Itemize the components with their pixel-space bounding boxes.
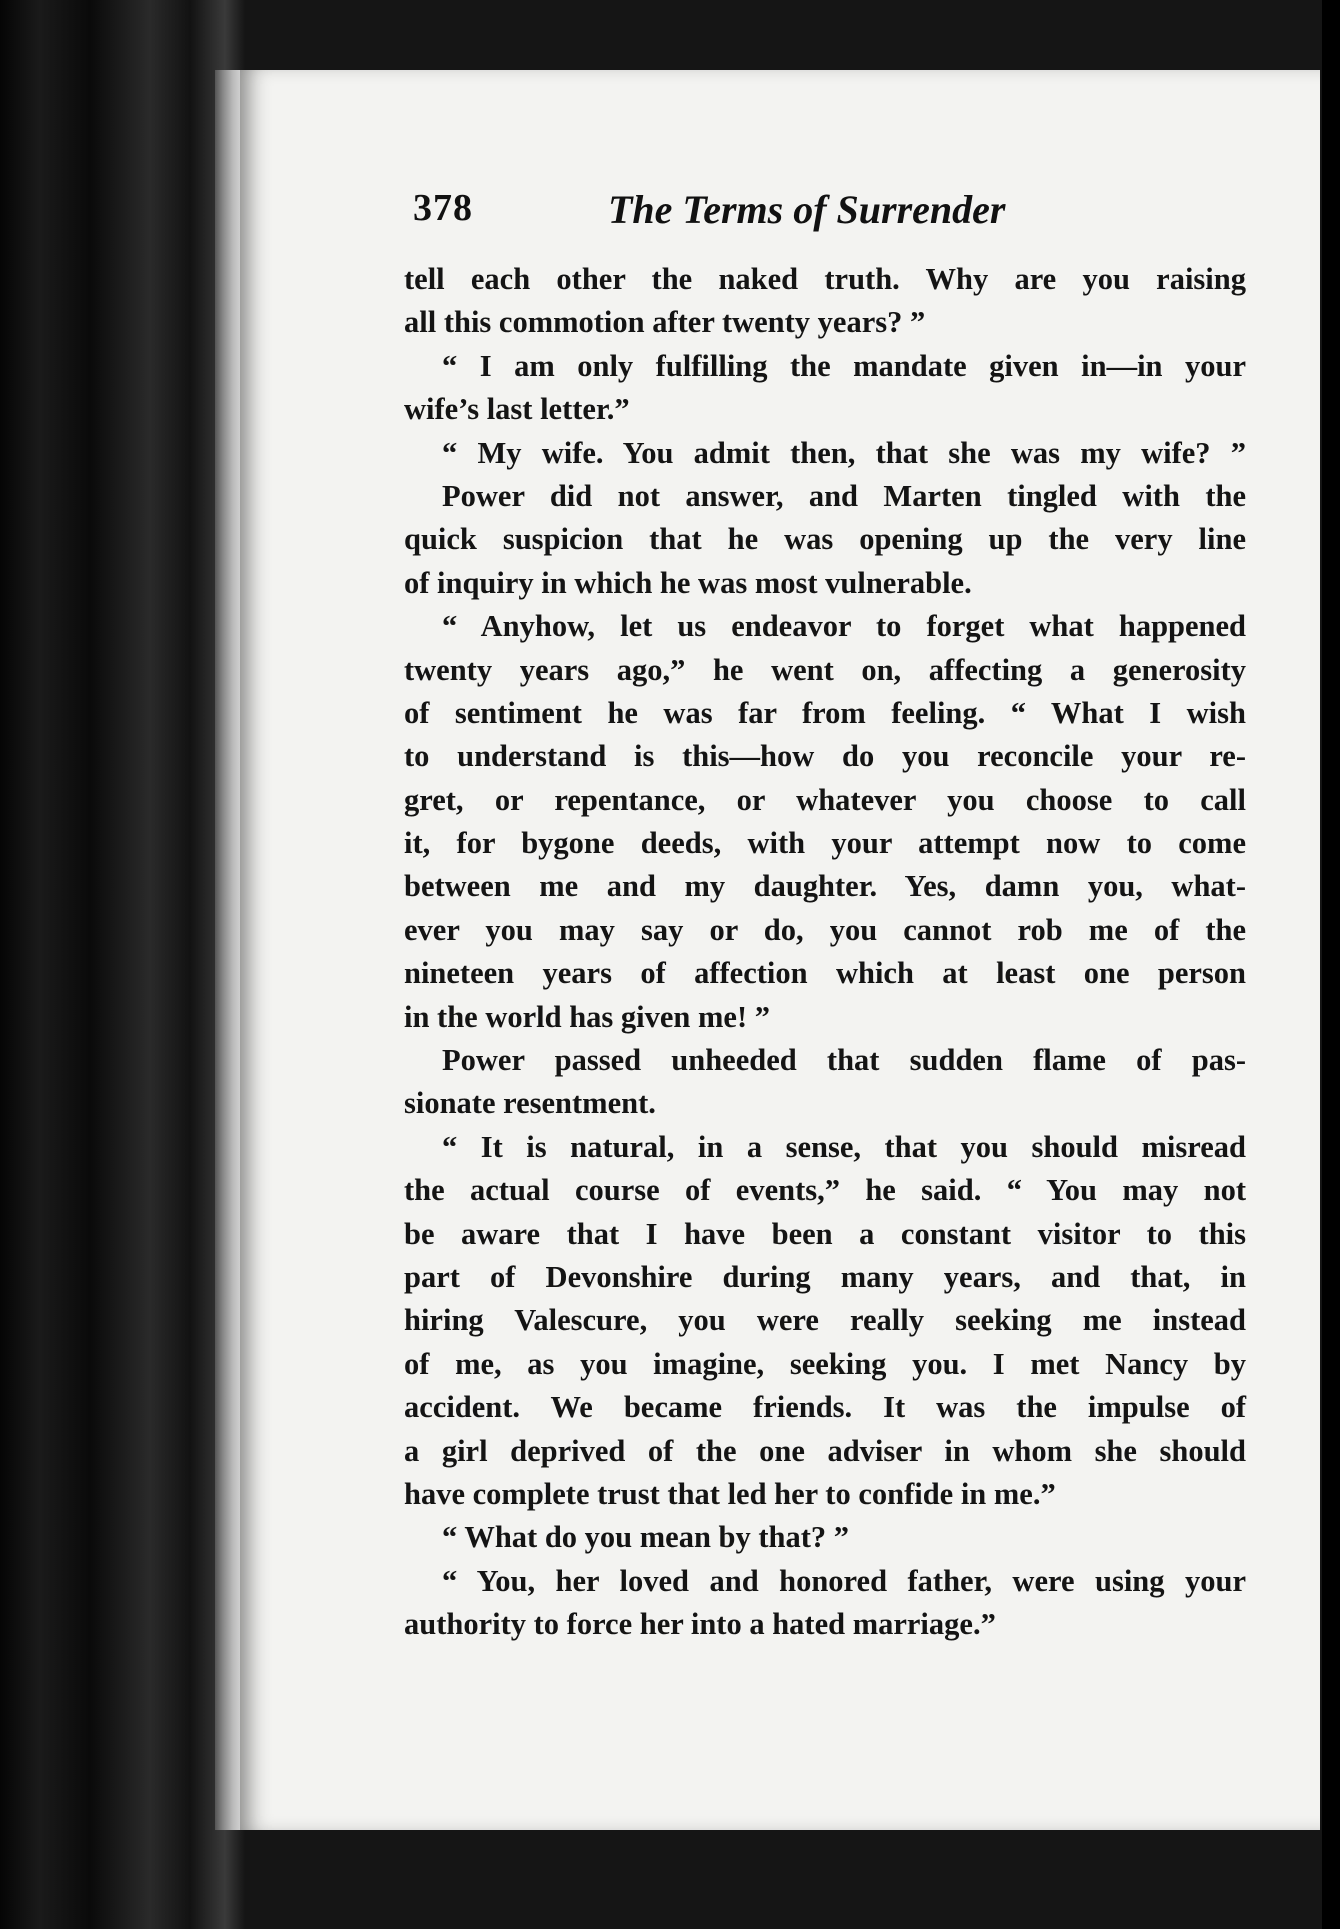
text-line: part of Devonshire during many years, and that, in: [404, 1259, 1246, 1294]
text-line: “ Anyhow, let us endeavor to forget what happened: [442, 609, 1246, 644]
text-line: of inquiry in which he was most vulnerable.: [404, 565, 972, 600]
text-line: “ My wife. You admit then, that she was my wife? ”: [442, 435, 1246, 470]
page-number: 378: [413, 187, 473, 229]
text-line: “ I am only fulfilling the mandate given in—in your: [442, 348, 1246, 383]
text-line: in the world has given me! ”: [404, 999, 770, 1034]
text-line: twenty years ago,” he went on, affecting a generosity: [404, 652, 1246, 687]
text-line: be aware that I have been a constant visitor to this: [404, 1216, 1246, 1251]
text-line: it, for bygone deeds, with your attempt now to come: [404, 826, 1246, 861]
text-line: to understand is this—how do you reconcile your re-: [404, 739, 1246, 774]
body-text: [404, 258, 1246, 1647]
text-line: gret, or repentance, or whatever you choose to call: [404, 782, 1246, 817]
text-line: “ You, her loved and honored father, were using your: [442, 1563, 1246, 1598]
text-line: wife’s last letter.”: [404, 392, 630, 427]
text-line: “ It is natural, in a sense, that you should misread: [442, 1129, 1246, 1164]
text-line: tell each other the naked truth. Why are you raising: [404, 262, 1246, 296]
text-line: Power passed unheeded that sudden flame of pas-: [442, 1043, 1246, 1078]
scan-right-border: [1322, 0, 1340, 1929]
running-title: The Terms of Surrender: [608, 187, 1006, 232]
text-line: accident. We became friends. It was the impulse of: [404, 1390, 1246, 1425]
text-line: between me and my daughter. Yes, damn you, what-: [404, 869, 1246, 904]
text-line: of sentiment he was far from feeling. “ What I wish: [404, 695, 1246, 730]
text-line: nineteen years of affection which at least one person: [404, 956, 1246, 991]
text-line: Power did not answer, and Marten tingled with the: [442, 478, 1246, 513]
text-line: hiring Valescure, you were really seeking me instead: [404, 1303, 1246, 1338]
text-line: all this commotion after twenty years? ”: [404, 305, 926, 340]
text-line: sionate resentment.: [404, 1086, 656, 1121]
page-header: [413, 186, 1053, 246]
text-line: authority to force her into a hated marriage.”: [404, 1607, 996, 1642]
text-line: a girl deprived of the one adviser in whom she should: [404, 1433, 1246, 1468]
text-line: quick suspicion that he was opening up the very line: [404, 522, 1246, 557]
text-line: ever you may say or do, you cannot rob me of the: [404, 912, 1246, 947]
text-line: of me, as you imagine, seeking you. I met Nancy by: [404, 1346, 1246, 1381]
text-line: “ What do you mean by that? ”: [442, 1520, 850, 1555]
text-line: the actual course of events,” he said. “ You may not: [404, 1173, 1246, 1208]
text-line: have complete trust that led her to confide in me.”: [404, 1476, 1056, 1511]
